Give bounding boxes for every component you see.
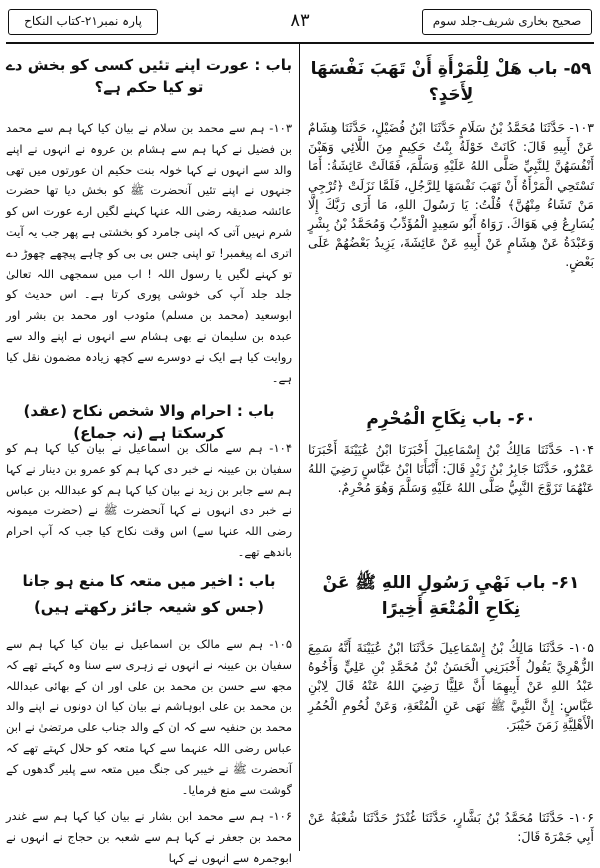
page-header	[6, 6, 594, 40]
urdu-chapter-59-title: باب : عورت اپنے تئیں کسی کو بخش دے تو کیا حکم ہے؟	[6, 56, 292, 96]
arabic-hadith-106: ۱۰۶- حَدَّثَنَا مُحَمَّدُ بْنُ بَشَّارٍ، حَدَّثَنَا غُنْدَرٌ حَدَّثَنَا شُعْبَةُ عَنْ أَبِي جَمْرَةَ قَالَ:	[308, 810, 594, 845]
urdu-hadith-105: ۱۰۵- ہم سے مالک بن اسماعیل نے بیان کیا کہا ہم سے سفیان بن عیینہ نے انہوں نے زہری سے سنا وہ کہتے تھے کہ مجھ سے حسن بن محمد بن علی اور ان کے بھائی عبداللہ بن محمد بن علی ابوہاشم نے بیان کیا ان دونوں نے اپنے والد محمد بن حنفیہ سے کہ ان کے والد جناب علی مرتضیٰ نے ابن عباس رضی اللہ عنہما سے کہا متعہ کو حلال کہتے تھے کہ آنحضرت ﷺ نے خیبر کی جنگ میں متعہ سے پلیر گدھوں کے گوشت سے منع فرمایا۔	[6, 637, 292, 797]
urdu-chapter-61-subtitle: (جس کو شیعہ جائز رکھتے ہیں)	[33, 598, 265, 616]
urdu-hadith-103: ۱۰۳- ہم سے محمد بن سلام نے بیان کیا کہا ہم سے محمد بن فضیل نے کہا ہم سے ہشام بن عروہ نے انہوں نے اپنے والد سے انہوں نے کہا خولہ بنت حکیم ان عورتوں میں تھی جنہوں نے اپنے تئیں آنحضرت ﷺ کو بخش دیا تھا حضرت عائشہ صدیقہ رضی اللہ عنہا کہنے لگیں ارے عورت اس کو شرم نہیں آتی کہ اپنی جامرد کو بخشتی ہے پھر جب یہ آیت اتری اے پیغمبر! تو اپنی جس بی بی کو چاہے پیچھے چھوڑ دے تو کہنے لگیں یا رسول اللہ ! اب میں سمجھی اللہ تعالیٰ جلد جلد آپ کی خوشی پوری کرتا ہے۔ اس حدیث کو ابوسعید (محمد بن مسلم) مئودب اور محمد بن بشر اور عبدہ بن سلیمان نے بھی ہشام سے انہوں نے اپنے والد سے روایت کیا ہے ایک نے دوسرے سے کچھ زیادہ مضمون نقل کیا ہے۔	[6, 121, 292, 385]
urdu-column	[6, 48, 292, 865]
urdu-hadith-106: ۱۰۶- ہم سے محمد ابن بشار نے بیان کیا کہا ہم سے غندر محمد بن جعفر نے کہا ہم سے شعبہ بن حجاج نے انہوں نے ابوجمرہ سے انہوں نے کہا	[6, 809, 292, 865]
arabic-hadith-105: ۱۰۵- حَدَّثَنَا مَالِكُ بْنُ إِسْمَاعِيلَ حَدَّثَنَا ابْنُ عُيَيْنَةَ أَنَّهُ سَمِعَ الزُّهْرِيَّ يَقُولُ أَخْبَرَنِي الْحَسَنُ بْنُ مُحَمَّدِ بْنِ عَلِيٍّ وَأَخُوهُ عَبْدُ اللهِ عَنْ أَبِيهِمَا أَنَّ عَلِيًّا رَضِيَ اللهُ عَنْهُ قَالَ لِابْنِ عَبَّاسٍ: إِنَّ النَّبِيَّ ﷺ نَهَى عَنِ الْمُتْعَةِ، وَعَنْ لُحُومِ الْحُمُرِ الْأَهْلِيَّةِ زَمَنَ خَيْبَرَ.	[308, 640, 594, 732]
header-book-title: صحیح بخاری شریف-جلد سوم	[422, 9, 592, 35]
header-section-label: پارہ نمبر۲۱-کتاب النکاح	[8, 9, 158, 35]
urdu-hadith-104: ۱۰۴- ہم سے مالک بن اسماعیل نے بیان کیا کہا ہم کو سفیان بن عیینہ نے خبر دی کہا ہم کو عمرو بن دینار نے کہا ہم سے جابر بن زید نے بیان کیا کہا ہم کو عبداللہ بن عباس نے خبر دی انہوں نے کہا آنحضرت ﷺ نے (حضرت میمونہ رضی اللہ عنہا سے) اس وقت نکاح کیا جب کہ آپ احرام باندھے تھے۔	[6, 441, 292, 559]
arabic-chapter-61-title: ۶۱- باب نَهْيِ رَسُولِ اللهِ ﷺ عَنْ نِكَاحِ الْمُتْعَةِ أَخِيرًا	[322, 573, 580, 619]
column-divider	[299, 44, 300, 851]
header-divider	[6, 42, 594, 44]
book-page	[6, 6, 594, 865]
arabic-hadith-104: ۱۰۴- حَدَّثَنَا مَالِكُ بْنُ إِسْمَاعِيلَ أَخْبَرَنَا ابْنُ عُيَيْنَةَ أَخْبَرَنَا عَمْرٌو، حَدَّثَنَا جَابِرُ بْنُ زَيْدٍ قَالَ: أَنْبَأَنَا ابْنُ عَبَّاسٍ رَضِيَ اللهُ عَنْهُمَا تَزَوَّجَ النَّبِيُّ صَلَّى اللهُ عَلَيْهِ وَسَلَّمَ وَهُوَ مُحْرِمٌ.	[308, 442, 594, 496]
urdu-chapter-61-title: باب : اخیر میں متعہ کا منع ہو جانا	[22, 572, 276, 590]
arabic-chapter-59-title: ۵۹- باب هَلْ لِلْمَرْأَةِ أَنْ تَهَبَ نَفْسَهَا لِأَحَدٍ؟	[310, 59, 592, 105]
arabic-column	[308, 48, 594, 848]
arabic-hadith-103: ۱۰۳- حَدَّثَنَا مُحَمَّدُ بْنُ سَلَامٍ حَدَّثَنَا ابْنُ فُضَيْلٍ، حَدَّثَنَا هِشَامٌ عَنْ أَبِيهِ قَالَ: كَانَتْ خَوْلَةُ بِنْتُ حَكِيمٍ مِنَ اللَّائِي وَهَبْنَ أَنْفُسَهُنَّ لِلنَّبِيِّ صَلَّى اللهُ عَلَيْهِ وَسَلَّمَ، فَقَالَتْ عَائِشَةُ: أَمَا تَسْتَحِي الْمَرْأَةُ أَنْ تَهَبَ نَفْسَهَا لِلرَّجُلِ، فَلَمَّا نَزَلَتْ ﴿تُرْجِي مَنْ تَشَاءُ مِنْهُنَّ﴾ قُلْتُ: يَا رَسُولَ اللهِ، مَا أَرَى رَبَّكَ إِلَّا يُسَارِعُ فِي هَوَاكَ. رَوَاهُ أَبُو سَعِيدٍ الْمُؤَدِّبُ وَمُحَمَّدُ بْنُ بِشْرٍ وَعَبْدَةُ عَنْ هِشَامٍ عَنْ أَبِيهِ عَنْ عَائِشَةَ، يَزِيدُ بَعْضُهُمْ عَلَى بَعْضٍ.	[308, 120, 594, 270]
page-number: ۸۳	[290, 10, 310, 31]
urdu-chapter-60-title: باب : احرام والا شخص نکاح (عقد) کرسکتا ہے (نہ جماع)	[23, 402, 275, 442]
arabic-chapter-60-title: ۶۰- باب نِكَاحِ الْمُحْرِمِ	[366, 409, 536, 429]
